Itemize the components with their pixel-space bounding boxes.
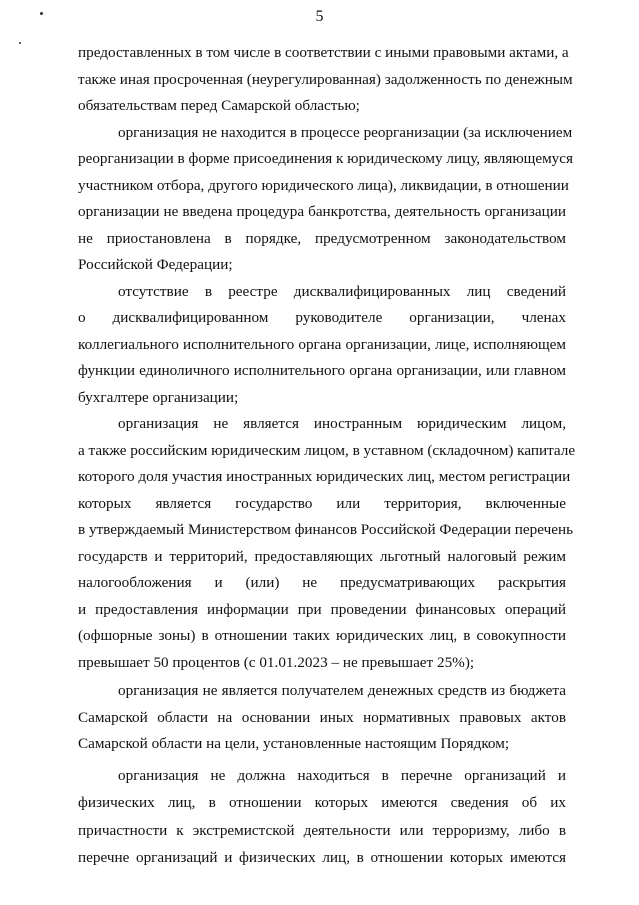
text-line: в утверждаемый Министерством финансов Российской Федерации перечень <box>78 521 573 538</box>
text-line: коллегиального исполнительного органа организации, лице, исполняющем <box>78 335 566 353</box>
paragraph-5 <box>78 678 566 758</box>
scan-speck <box>19 42 21 44</box>
text-line: обязательствам перед Самарской областью; <box>78 97 360 114</box>
text-line: реорганизации в форме присоединения к юридическому лицу, являющемуся <box>78 150 573 167</box>
paragraph-6 <box>78 762 566 872</box>
text-line: налогообложения и (или) не предусматривающих раскрытия <box>78 574 566 591</box>
document-body <box>78 40 576 872</box>
text-line: которого доля участия иностранных юридических лиц, местом регистрации <box>78 468 571 485</box>
text-line: организация не является иностранным юридическим лицом, <box>118 415 566 432</box>
text-line: перечне организаций и физических лиц, в отношении которых имеются <box>78 849 566 866</box>
text-line: организация не является получателем денежных средств из бюджета <box>118 682 566 699</box>
text-line: о дисквалифицированном руководителе организации, членах <box>78 309 566 326</box>
text-line: а также российским юридическим лицом, в уставном (складочном) капитале <box>78 441 576 459</box>
text-line: предоставленных в том числе в соответствии с иными правовыми актами, а <box>78 44 569 61</box>
text-line: организация не должна находиться в перечне организаций и <box>118 766 566 784</box>
text-line: отсутствие в реестре дисквалифицированных лиц сведений <box>118 282 566 300</box>
paragraph-2 <box>78 120 573 279</box>
text-line: причастности к экстремистской деятельности или терроризму, либо в <box>78 821 566 839</box>
text-line: государств и территорий, предоставляющих льготный налоговый режим <box>78 547 566 565</box>
text-line: превышает 50 процентов (с 01.01.2023 – не превышает 25%); <box>78 653 475 671</box>
text-line: (офшорные зоны) в отношении таких юридических лиц, в совокупности <box>78 627 566 644</box>
text-line: Российской Федерации; <box>78 256 233 273</box>
text-line: организация не находится в процессе реорганизации (за исключением <box>118 123 573 141</box>
text-line: организации не введена процедура банкротства, деятельность организации <box>78 203 566 220</box>
text-line: также иная просроченная (неурегулированная) задолженность по денежным <box>78 70 573 88</box>
paragraph-1 <box>78 40 573 120</box>
text-line: физических лиц, в отношении которых имеются сведения об их <box>78 794 566 811</box>
text-line: Самарской области на основании иных нормативных правовых актов <box>78 708 566 726</box>
text-line: бухгалтере организации; <box>78 388 239 406</box>
text-line: которых является государство или территория, включенные <box>78 494 566 512</box>
text-line: функции единоличного исполнительного органа организации, или главном <box>78 362 566 379</box>
paragraph-3 <box>78 279 566 412</box>
text-line: не приостановлена в порядке, предусмотренном законодательством <box>78 229 566 247</box>
text-line: и предоставления информации при проведении финансовых операций <box>78 600 566 618</box>
page-number: 5 <box>315 8 324 25</box>
paragraph-4 <box>78 411 576 676</box>
text-line: участником отбора, другого юридического лица), ликвидации, в отношении <box>78 176 569 194</box>
text-line: Самарской области на цели, установленные настоящим Порядком; <box>78 735 510 752</box>
